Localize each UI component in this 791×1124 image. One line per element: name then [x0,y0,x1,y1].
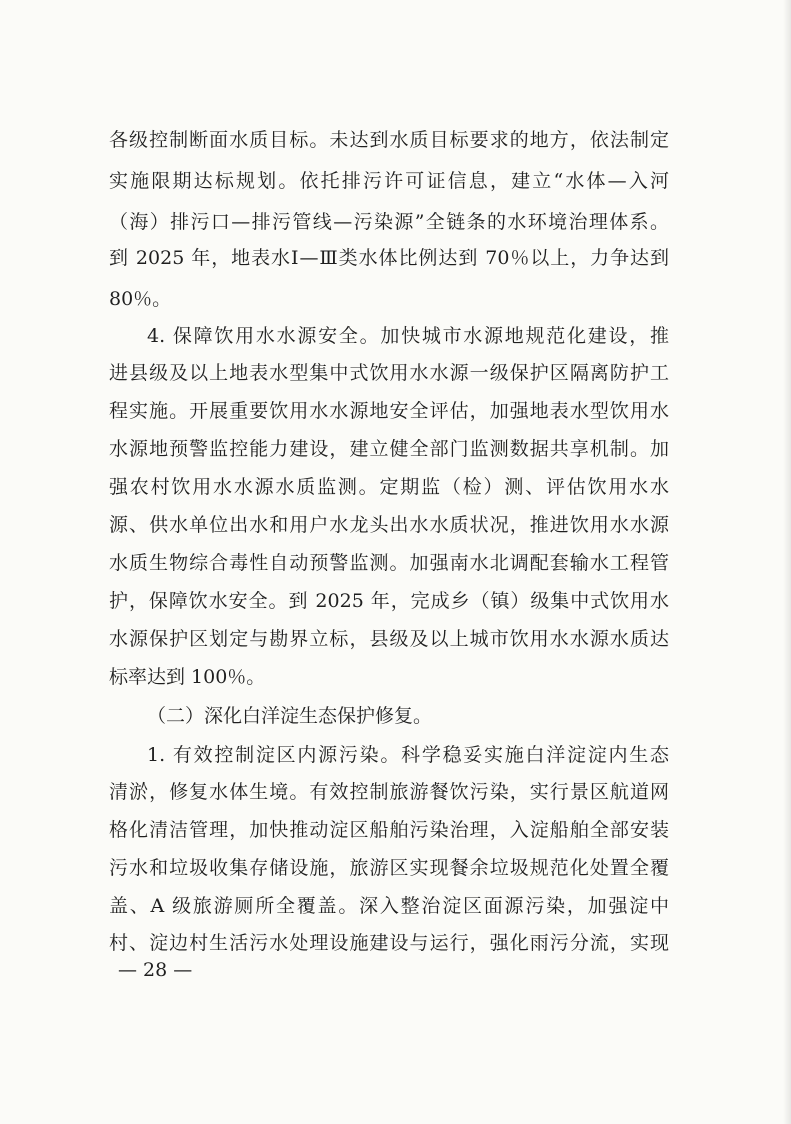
text-line: 村、淀边村生活污水处理设施建设与运行，强化雨污分流，实现 [109,932,669,954]
text-line: 水源保护区划定与勘界立标，县级及以上城市饮用水水源水质达 [109,628,669,650]
page-number: — 28 — [118,959,193,981]
text-line: （海）排污口—排污管线—污染源”全链条的水环境治理体系。 [109,211,669,233]
text-line: 1. 有效控制淀区内源污染。科学稳妥实施白洋淀淀内生态 [147,744,669,766]
text-line: 到 2025 年，地表水Ⅰ—Ⅲ类水体比例达到 70％以上，力争达到 [109,247,669,269]
text-line: 进县级及以上地表水型集中式饮用水水源一级保护区隔离防护工 [109,362,669,384]
text-line: 实施限期达标规划。依托排污许可证信息，建立“水体—入河 [109,170,669,192]
text-line: 源、供水单位出水和用户水龙头出水水质状况，推进饮用水水源 [109,514,669,536]
text-line: 各级控制断面水质目标。未达到水质目标要求的地方，依法制定 [109,129,669,151]
text-line: 水质生物综合毒性自动预警监测。加强南水北调配套输水工程管 [109,552,669,574]
text-line: 清淤，修复水体生境。有效控制旅游餐饮污染，实行景区航道网 [109,781,669,803]
text-line: 盖、A 级旅游厕所全覆盖。深入整治淀区面源污染，加强淀中 [109,895,669,917]
text-line: 护，保障饮水安全。到 2025 年，完成乡（镇）级集中式饮用水 [109,590,669,612]
text-line: 80％。 [109,288,172,310]
text-line: 污水和垃圾收集存储设施，旅游区实现餐余垃圾规范化处置全覆 [109,857,669,879]
text-line: 格化清洁管理，加快推动淀区船舶污染治理，入淀船舶全部安装 [109,819,669,841]
text-line: 水源地预警监控能力建设，建立健全部门监测数据共享机制。加 [109,438,669,460]
section-heading: （二）深化白洋淀生态保护修复。 [147,705,433,727]
text-line: 标率达到 100％。 [109,666,266,688]
text-line: 程实施。开展重要饮用水水源地安全评估，加强地表水型饮用水 [109,400,669,422]
page-edge-shadow [783,0,791,1124]
text-line: 4. 保障饮用水水源安全。加快城市水源地规范化建设，推 [147,325,669,347]
text-line: 强农村饮用水水源水质监测。定期监（检）测、评估饮用水水 [109,476,669,498]
